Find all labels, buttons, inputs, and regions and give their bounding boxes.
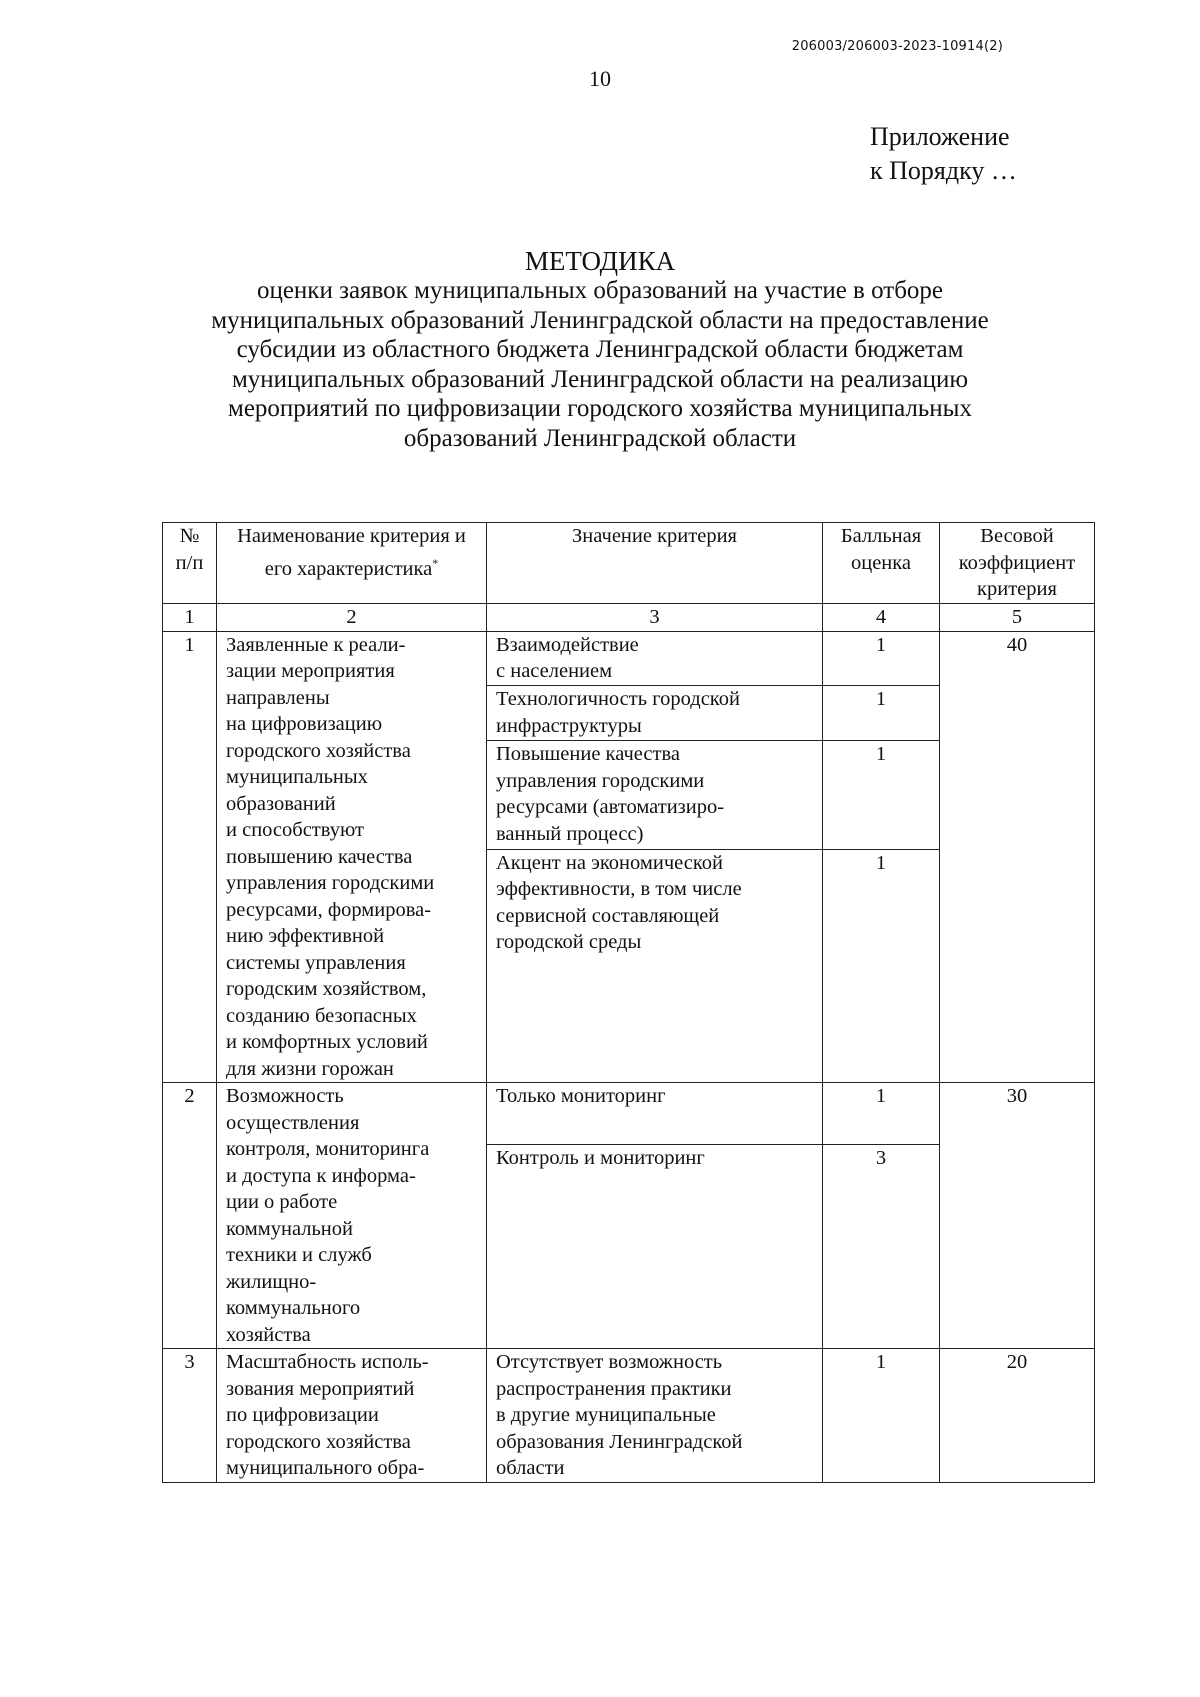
row-number: 2 xyxy=(163,1083,217,1349)
criterion-name: Возможность осуществления контроля, мониторинга и доступа к информа- ции о работе коммунальной техники и служб жилищно- коммунального хозяйства xyxy=(217,1083,487,1349)
column-number: 5 xyxy=(940,604,1095,632)
criterion-score: 1 xyxy=(823,741,940,850)
criterion-score: 1 xyxy=(823,686,940,741)
table-row xyxy=(163,1083,1095,1145)
footnote-mark: * xyxy=(432,555,439,570)
criterion-name: Заявленные к реали- зации мероприятия направлены на цифровизацию городского хозяйства муниципальных образований и способствуют повышению качества управления городскими ресурсами, формирова- нию эффективной системы управления городским хозяйством, созданию безопасных и комфортных условий для жизни горожан xyxy=(217,631,487,1083)
document-title: МЕТОДИКА xyxy=(524,246,676,276)
table-header-row xyxy=(163,523,1095,604)
criteria-body xyxy=(163,631,1095,1482)
subtitle-line: мероприятий по цифровизации городского хозяйства муниципальных xyxy=(228,395,972,422)
header-criterion-value: Значение критерия xyxy=(487,523,823,604)
column-number: 1 xyxy=(163,604,217,632)
criterion-score: 1 xyxy=(823,849,940,1082)
header-criterion-name-text: Наименование критерия и его характеристика xyxy=(237,525,466,580)
criterion-value: Только мониторинг xyxy=(487,1083,823,1145)
criteria-table xyxy=(162,522,1095,1483)
subtitle-line: субсидии из областного бюджета Ленинградской области бюджетам xyxy=(236,336,964,363)
appendix-line-1: Приложение xyxy=(870,122,1010,151)
document-id: 206003/206003-2023-10914(2) xyxy=(791,39,1003,54)
subtitle-line: образований Ленинградской области xyxy=(403,424,797,452)
row-number: 3 xyxy=(163,1349,217,1483)
row-number: 1 xyxy=(163,631,217,1083)
criterion-value: Отсутствует возможность распространения практики в другие муниципальные образования Ленинградской области xyxy=(487,1349,823,1483)
criterion-value: Технологичность городской инфраструктуры xyxy=(487,686,823,741)
column-number-row xyxy=(163,604,1095,632)
column-number: 3 xyxy=(487,604,823,632)
criterion-weight: 20 xyxy=(940,1349,1095,1483)
appendix-heading xyxy=(870,120,1017,188)
table-row xyxy=(163,1349,1095,1483)
criterion-score: 1 xyxy=(823,1083,940,1145)
page-number: 10 xyxy=(589,66,611,91)
header-number: № п/п xyxy=(163,523,217,604)
criterion-weight: 30 xyxy=(940,1083,1095,1349)
header-score: Балльная оценка xyxy=(823,523,940,604)
subtitle-line: муниципальных образований Ленинградской области на реализацию xyxy=(231,365,969,393)
header-weight: Весовой коэффициент критерия xyxy=(940,523,1095,604)
criterion-score: 1 xyxy=(823,631,940,686)
criterion-value: Взаимодействие с населением xyxy=(487,631,823,686)
criterion-value: Повышение качества управления городскими ресурсами (автоматизиро- ванный процесс) xyxy=(487,741,823,850)
criterion-name: Масштабность исполь- зования мероприятий по цифровизации городского хозяйства муниципального обра- xyxy=(217,1349,487,1483)
criterion-score: 1 xyxy=(823,1349,940,1483)
column-number: 2 xyxy=(217,604,487,632)
column-number: 4 xyxy=(823,604,940,632)
appendix-line-2: к Порядку … xyxy=(870,156,1017,185)
document-subtitle xyxy=(150,276,1050,453)
criterion-score: 3 xyxy=(823,1144,940,1348)
criterion-value: Контроль и мониторинг xyxy=(487,1144,823,1348)
subtitle-line: оценки заявок муниципальных образований на участие в отборе xyxy=(256,277,944,304)
table-row xyxy=(163,631,1095,686)
header-criterion-name xyxy=(217,523,487,604)
criterion-weight: 40 xyxy=(940,631,1095,1083)
subtitle-line: муниципальных образований Ленинградской области на предоставление xyxy=(211,306,989,334)
criterion-value: Акцент на экономической эффективности, в том числе сервисной составляющей городской среды xyxy=(487,849,823,1082)
